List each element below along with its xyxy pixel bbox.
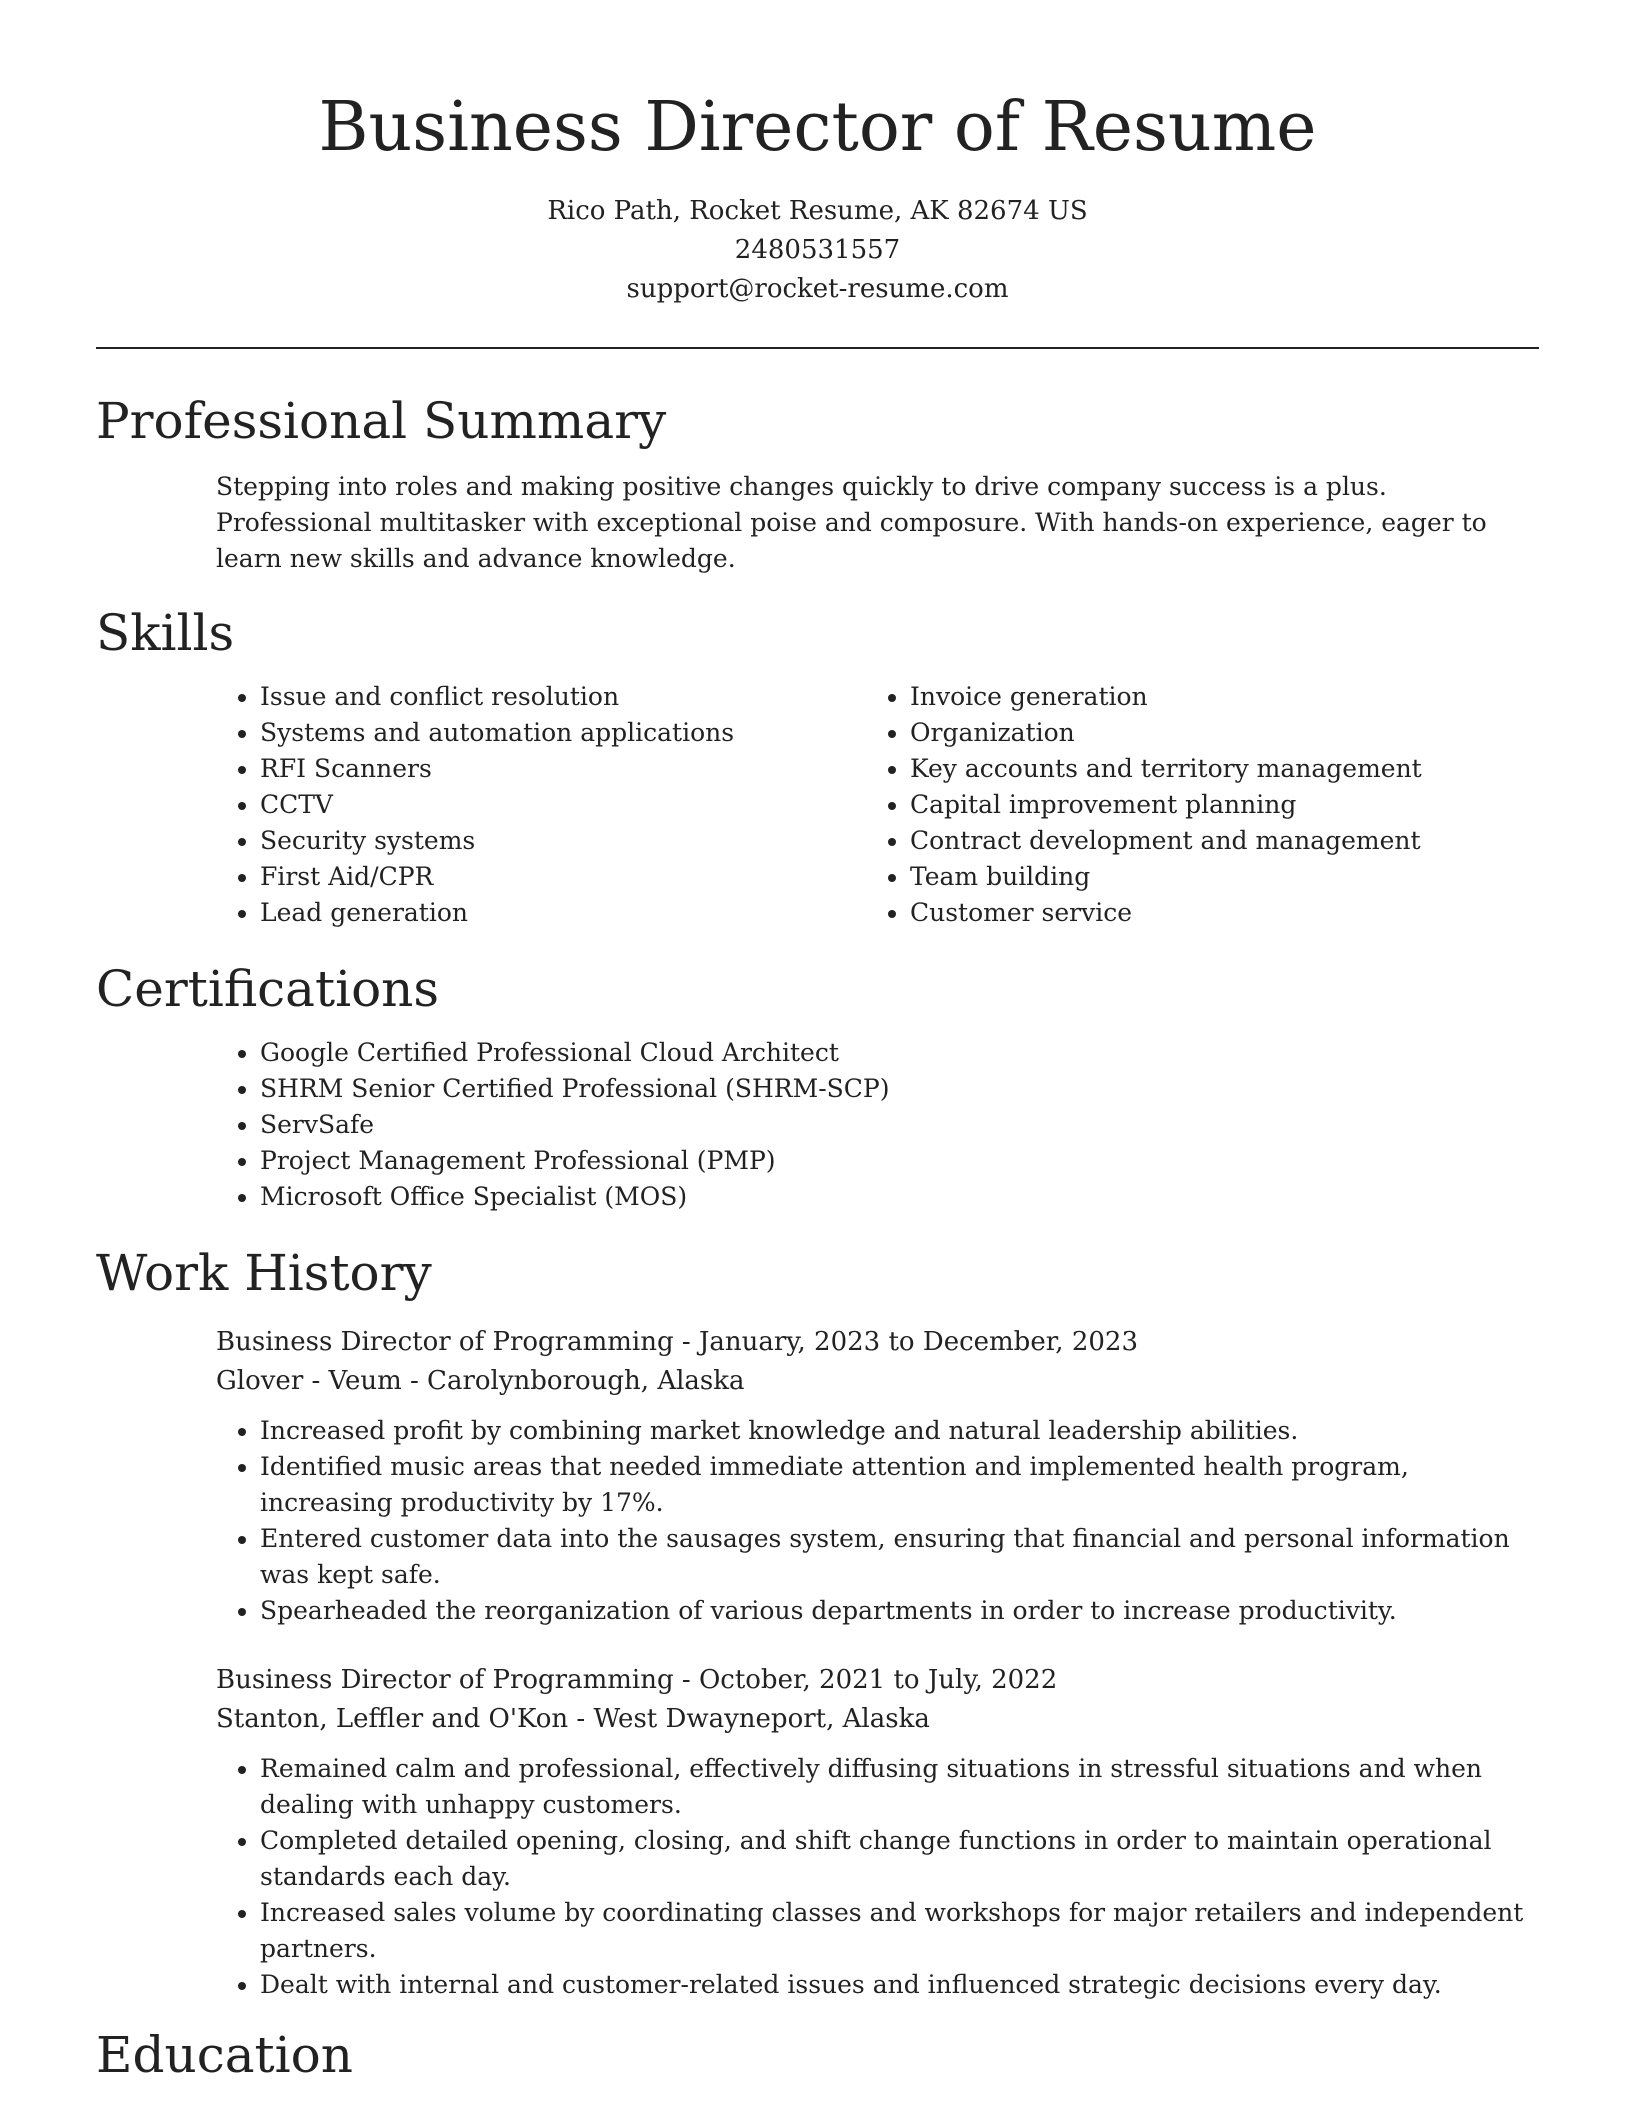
skills-list-right	[866, 679, 1516, 931]
skill-item: • Team building	[910, 859, 1516, 895]
skill-item: • Security systems	[260, 823, 866, 859]
skill-item: • First Aid/CPR	[260, 859, 866, 895]
summary-section	[96, 389, 1539, 577]
resume-header	[96, 0, 1539, 309]
job-bullet-list	[216, 1413, 1539, 1629]
job-bullet: • Remained calm and professional, effectively diffusing situations in stressful situations and when dealing with unhappy customers.	[260, 1751, 1539, 1823]
skill-item: • Customer service	[910, 895, 1516, 931]
job-bullets	[216, 1413, 1539, 1629]
job-company-line: Glover - Veum - Carolynborough, Alaska	[216, 1366, 745, 1396]
job-bullet: • Entered customer data into the sausages system, ensuring that financial and personal information was kept safe.	[260, 1521, 1539, 1593]
skill-item: • Lead generation	[260, 895, 866, 931]
job-title-line: Business Director of Programming - October, 2021 to July, 2022	[216, 1665, 1058, 1695]
certification-item: • ServSafe	[260, 1107, 1539, 1143]
skills-section	[96, 601, 1539, 931]
certifications-heading: Certifications	[96, 960, 440, 1018]
job-bullet: • Increased profit by combining market knowledge and natural leadership abilities.	[260, 1413, 1539, 1449]
certification-item: • Project Management Professional (PMP)	[260, 1143, 1539, 1179]
resume-page	[96, 0, 1539, 2087]
certification-item: • Microsoft Office Specialist (MOS)	[260, 1179, 1539, 1215]
job-entry	[216, 1323, 1539, 1629]
job-bullets	[216, 1751, 1539, 2003]
contact-info	[96, 192, 1539, 309]
job-title-line: Business Director of Programming - January, 2023 to December, 2023	[216, 1327, 1138, 1357]
job-bullet-list	[216, 1751, 1539, 2003]
certification-item: • SHRM Senior Certified Professional (SHRM-SCP)	[260, 1071, 1539, 1107]
summary-text: Stepping into roles and making positive changes quickly to drive company success is a plus. Professional multitasker with exceptional poise and composure. With hands-on experience, eager to learn new skills and advance knowledge.	[216, 472, 1487, 573]
job-bullet: • Increased sales volume by coordinating classes and workshops for major retailers and independent partners.	[260, 1895, 1539, 1967]
certifications-section	[96, 957, 1539, 1215]
skills-column-right	[866, 679, 1516, 931]
education-section	[96, 2023, 1539, 2087]
header-divider	[96, 347, 1539, 349]
skills-heading: Skills	[96, 604, 235, 662]
work-history-heading: Work History	[96, 1244, 432, 1302]
skills-columns	[216, 679, 1539, 931]
skill-item: • Invoice generation	[910, 679, 1516, 715]
skill-item: • RFI Scanners	[260, 751, 866, 787]
job-company-line: Stanton, Leffler and O'Kon - West Dwayneport, Alaska	[216, 1704, 930, 1734]
job-bullet: • Completed detailed opening, closing, and shift change functions in order to maintain operational standards each day.	[260, 1823, 1539, 1895]
job-bullet: • Dealt with internal and customer-related issues and influenced strategic decisions every day.	[260, 1967, 1539, 2003]
skill-item: • Contract development and management	[910, 823, 1516, 859]
certifications-list-wrap	[216, 1035, 1539, 1215]
certifications-list	[216, 1035, 1539, 1215]
contact-phone: 2480531557	[734, 235, 901, 265]
certification-item: • Google Certified Professional Cloud Architect	[260, 1035, 1539, 1071]
skill-item: • Organization	[910, 715, 1516, 751]
skill-item: • Key accounts and territory management	[910, 751, 1516, 787]
skill-item: • Capital improvement planning	[910, 787, 1516, 823]
summary-heading: Professional Summary	[96, 392, 667, 450]
resume-name: Business Director of Resume	[318, 88, 1317, 167]
skill-item: • CCTV	[260, 787, 866, 823]
skill-item: • Issue and conflict resolution	[260, 679, 866, 715]
job-bullet: • Identified music areas that needed immediate attention and implemented health program, increasing productivity by 17%.	[260, 1449, 1539, 1521]
education-heading: Education	[96, 2026, 353, 2084]
contact-address: Rico Path, Rocket Resume, AK 82674 US	[547, 196, 1088, 226]
job-bullet: • Spearheaded the reorganization of various departments in order to increase productivity.	[260, 1593, 1539, 1629]
contact-email: support@rocket-resume.com	[626, 274, 1009, 304]
skills-column-left	[216, 679, 866, 931]
skill-item: • Systems and automation applications	[260, 715, 866, 751]
job-entry	[216, 1661, 1539, 2003]
skills-list-left	[216, 679, 866, 931]
work-history-section	[96, 1241, 1539, 2003]
